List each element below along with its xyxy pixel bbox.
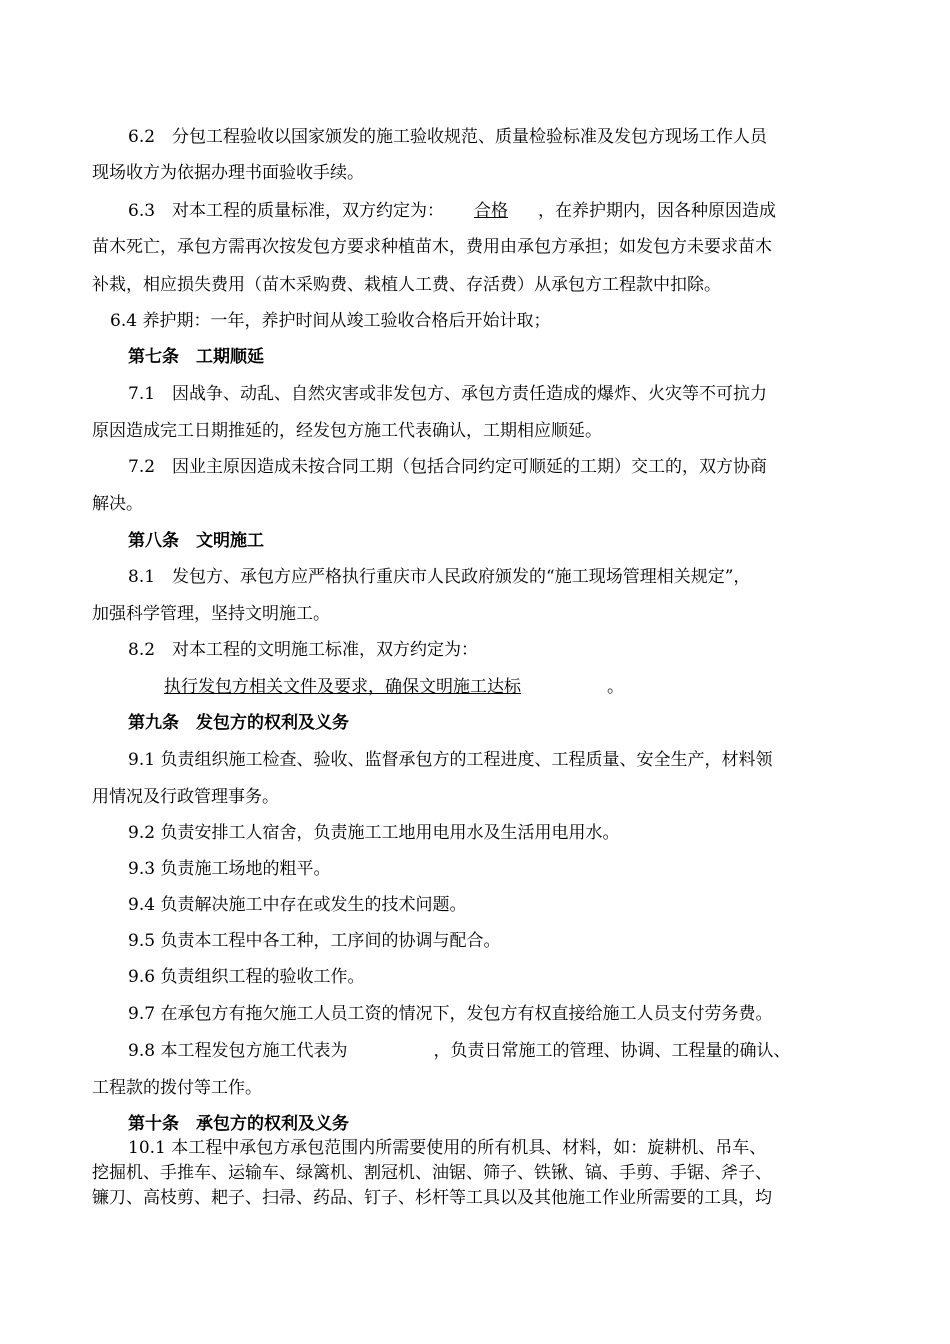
clause-6-3-line-2: 苗木死亡，承包方需再次按发包方要求种植苗木，费用由承包方承担；如发包方未要求苗木 — [92, 237, 772, 257]
clause-9-4: 9.4 负责解决施工中存在或发生的技术问题。 — [128, 895, 467, 915]
clause-6-4: 6.4 养护期：一年，养护时间从竣工验收合格后开始计取； — [110, 311, 551, 331]
clause-10-1-line-1: 10.1 本工程中承包方承包范围内所需要使用的所有机具、材料，如：旋耕机、吊车、 — [128, 1138, 767, 1158]
clause-6-3-line-1 — [128, 200, 776, 222]
clause-6-2-line-1: 6.2 分包工程验收以国家颁发的施工验收规范、质量检验标准及发包方现场工作人员 — [128, 127, 768, 147]
civilized-construction-value: 执行发包方相关文件及要求，确保文明施工达标 — [164, 677, 521, 697]
clause-8-1-line-1: 8.1 发包方、承包方应严格执行重庆市人民政府颁发的“施工现场管理相关规定”， — [128, 567, 751, 587]
clause-9-1-line-2: 用情况及行政管理事务。 — [92, 787, 279, 807]
article-7-heading: 第七条 工期顺延 — [128, 347, 264, 367]
clause-10-1-line-3: 镰刀、高枝剪、耙子、扫帚、药品、钉子、杉杆等工具以及其他施工作业所需要的工具，均 — [92, 1188, 772, 1208]
clause-7-2-line-2: 解决。 — [92, 494, 143, 514]
clause-9-8-text-a: 9.8 本工程发包方施工代表为 — [128, 1041, 348, 1061]
clause-7-1-line-2: 原因造成完工日期推延的，经发包方施工代表确认，工期相应顺延。 — [92, 421, 602, 441]
clause-9-7: 9.7 在承包方有拖欠施工人员工资的情况下，发包方有权直接给施工人员支付劳务费。 — [128, 1004, 773, 1024]
clause-9-1-line-1: 9.1 负责组织施工检查、验收、监督承包方的工程进度、工程质量、安全生产，材料领 — [128, 750, 773, 770]
clause-6-3-text-b: ，在养护期内，因各种原因造成 — [538, 201, 777, 221]
clause-8-2-line-2 — [128, 676, 624, 698]
clause-9-6: 9.6 负责组织工程的验收工作。 — [128, 967, 365, 987]
clause-9-3: 9.3 负责施工场地的粗平。 — [128, 859, 331, 879]
clause-8-2-line-1: 8.2 对本工程的文明施工标准，双方约定为： — [128, 640, 479, 660]
clause-7-2-line-1: 7.2 因业主原因造成未按合同工期（包括合同约定可顺延的工期）交工的，双方协商 — [128, 457, 768, 477]
clause-6-2-line-2: 现场收方为依据办理书面验收手续。 — [92, 163, 364, 183]
clause-9-8-text-b: ，负责日常施工的管理、协调、工程量的确认、 — [433, 1041, 791, 1061]
clause-6-3-text-a: 6.3 对本工程的质量标准，双方约定为： — [128, 201, 445, 221]
civilized-construction-blank — [128, 677, 607, 697]
article-10-heading: 第十条 承包方的权利及义务 — [128, 1114, 349, 1134]
clause-9-8-line-1 — [128, 1040, 790, 1062]
quality-standard-blank — [444, 201, 538, 221]
clause-9-2: 9.2 负责安排工人宿舍，负责施工工地用电用水及生活用电用水。 — [128, 823, 620, 843]
article-8-heading: 第八条 文明施工 — [128, 531, 264, 551]
site-representative-blank — [347, 1041, 433, 1061]
article-9-heading: 第九条 发包方的权利及义务 — [128, 713, 349, 733]
clause-9-5: 9.5 负责本工程中各工种，工序间的协调与配合。 — [128, 931, 501, 951]
clause-9-8-line-2: 工程款的拨付等工作。 — [92, 1078, 262, 1098]
clause-8-2-end: 。 — [607, 677, 624, 697]
clause-8-1-line-2: 加强科学管理，坚持文明施工。 — [92, 604, 330, 624]
quality-standard-value: 合格 — [474, 201, 509, 221]
clause-7-1-line-1: 7.1 因战争、动乱、自然灾害或非发包方、承包方责任造成的爆炸、火灾等不可抗力 — [128, 384, 768, 404]
clause-6-3-line-3: 补栽，相应损失费用（苗木采购费、栽植人工费、存活费）从承包方工程款中扣除。 — [92, 275, 721, 295]
clause-10-1-line-2: 挖掘机、手推车、运输车、绿篱机、割冠机、油锯、筛子、铁锹、镐、手剪、手锯、斧子、 — [92, 1163, 772, 1183]
